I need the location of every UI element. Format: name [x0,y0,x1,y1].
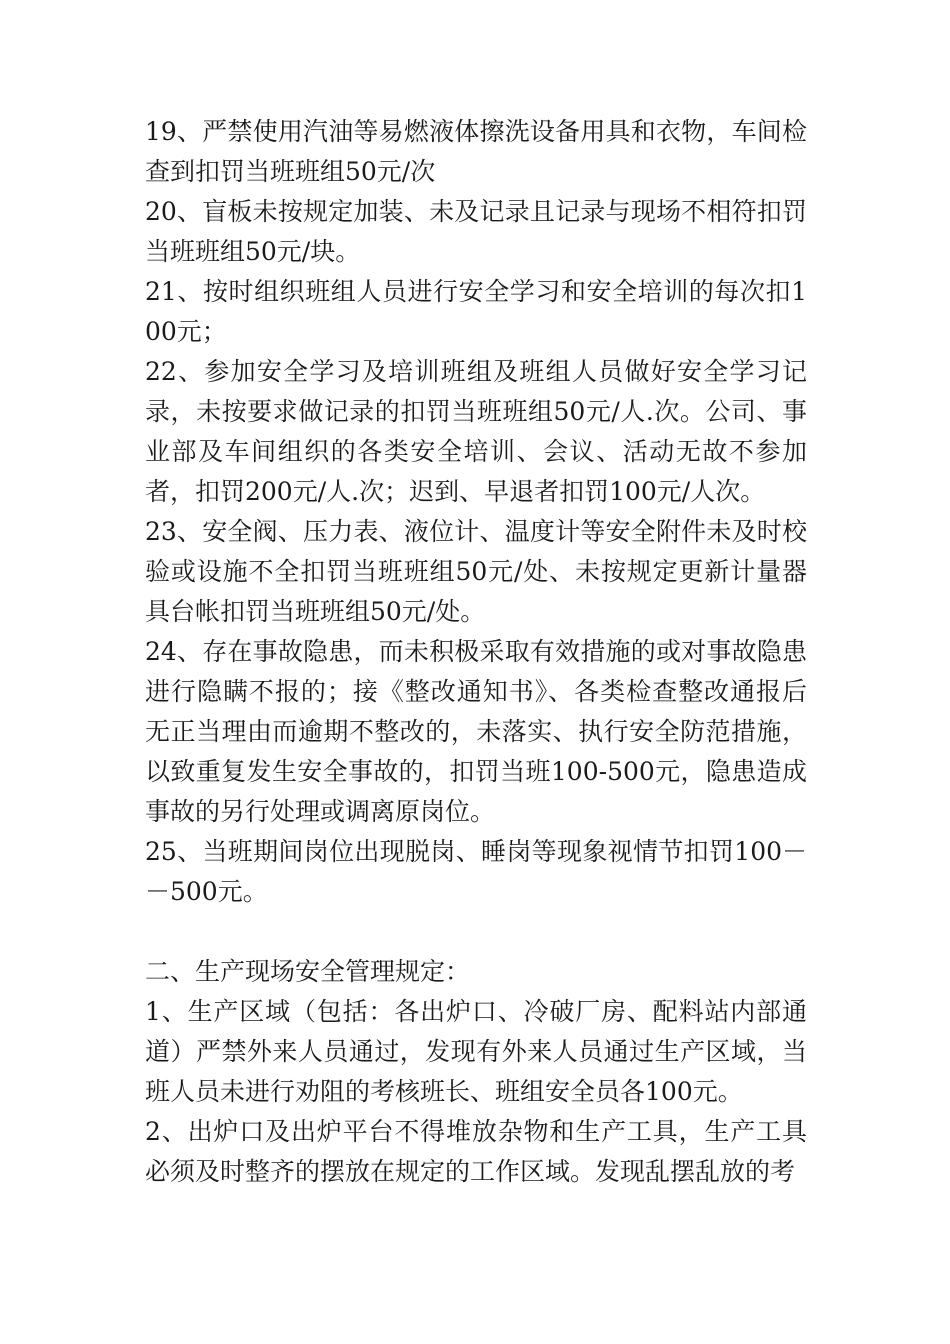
rule-item-24: 24、存在事故隐患，而未积极采取有效措施的或对事故隐患进行隐瞒不报的；接《整改通知书》、各类检查整改通报后无正当理由而逾期不整改的，未落实、执行安全防范措施，以致重复发生安全事故的，扣罚当班100-500元，隐患造成事故的另行处理或调离原岗位。 [145,637,807,826]
paragraph-spacer [145,912,807,952]
section-heading: 二、生产现场安全管理规定： [145,957,471,986]
rule-item-19: 19、严禁使用汽油等易燃液体擦洗设备用具和衣物，车间检查到扣罚当班班组50元/次 [145,117,807,186]
rule-item-23: 23、安全阀、压力表、液位计、温度计等安全附件未及时校验或设施不全扣罚当班班组50元/处、未按规定更新计量器具台帐扣罚当班班组50元/处。 [145,517,807,626]
section-rule-item-1: 1、生产区域（包括：各出炉口、冷破厂房、配料站内部通道）严禁外来人员通过，发现有外来人员通过生产区域，当班人员未进行劝阻的考核班长、班组安全员各100元。 [145,997,807,1106]
section-rule-item-2: 2、出炉口及出炉平台不得堆放杂物和生产工具，生产工具必须及时整齐的摆放在规定的工作区域。发现乱摆乱放的考 [145,1117,807,1186]
document-body [145,112,807,1192]
rule-item-22: 22、参加安全学习及培训班组及班组人员做好安全学习记录，未按要求做记录的扣罚当班班组50元/人.次。公司、事业部及车间组织的各类安全培训、会议、活动无故不参加者，扣罚200元/人.次；迟到、早退者扣罚100元/人次。 [145,357,807,506]
rule-item-25: 25、当班期间岗位出现脱岗、睡岗等现象视情节扣罚100－－500元。 [145,837,807,906]
rule-item-21: 21、按时组织班组人员进行安全学习和安全培训的每次扣100元； [145,277,807,346]
rule-item-20: 20、盲板未按规定加装、未及记录且记录与现场不相符扣罚当班班组50元/块。 [145,197,807,266]
